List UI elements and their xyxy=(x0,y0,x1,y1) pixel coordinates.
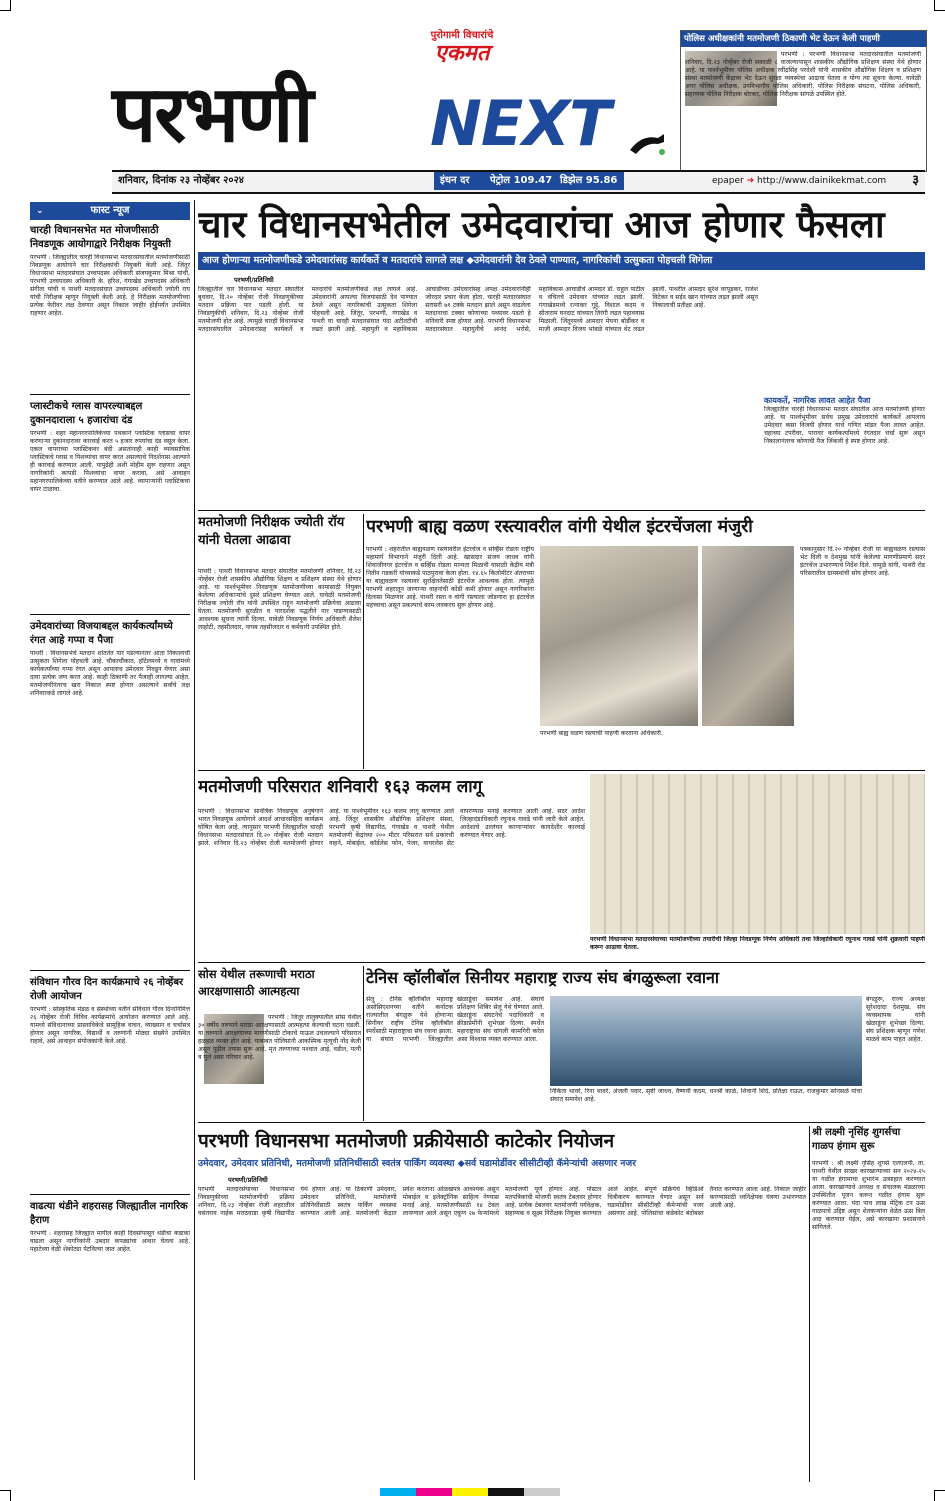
sidebar-item-title: वाढत्या थंडीने शहरासह जिल्ह्यातील नागरिक हैराण xyxy=(30,1201,188,1226)
interchange-story xyxy=(366,514,925,769)
page-number: ३ xyxy=(912,173,919,188)
divider xyxy=(30,970,190,971)
sidebar-item-body: परभणी : शहरासह जिल्ह्यात मागील काही दिवसांपासून थंडीचा कडाका वाढला असून नागरिकांनी उबदार कपड्यांचा आधार घेतला आहे. पहाटेच्या वेळी शेकोट्या पेटविल्या जात आहेत. xyxy=(30,1230,190,1253)
divider xyxy=(30,394,190,395)
divider xyxy=(198,510,925,511)
bottom-subhead: उमेदवार, उमेदवार प्रतिनिधी, मतमोजणी प्रतिनिधींसाठी स्वतंत्र पार्किंग व्यवस्था ◆सर्व घडामोडींवर सीसीटीव्ही कॅमेऱ्यांची असणार नजर xyxy=(198,1158,636,1169)
column-rule xyxy=(363,514,364,769)
crop-mark xyxy=(0,1490,11,1501)
sugar-story xyxy=(812,1126,925,1482)
fast-news-sidebar xyxy=(30,202,190,1482)
bottom-body: परभणी मतदारसंघाच्या विधानसभा निवडणुकीच्या मतमोजणीची प्रक्रिया शनिवार, दि.२३ नोव्हेंबर रोजी शहरातील वसंतराव नाईक मराठवाडा कृषी विद्यापीठ येथे होणार आहे. या ठिकाणी उमेदवार, उमेदवार प्रतिनिधी, मतमोजणी प्रतिनिधींसाठी स्वतंत्र पार्किंग व्यवस्था करण्यात आली आहे. मतमोजणी केंद्रात प्रवेश करताना ओळखपत्र आवश्यक असून मोबाईल व इलेक्ट्रॉनिक साहित्य नेण्यास मनाई आहे. मतमोजणीसाठी १४ टेबल लावण्यात आले असून एकूण २७ फेऱ्यांमध्ये मतमोजणी पूर्ण होणार आहे. पोस्टल मतपत्रिकांची मोजणी स्वतंत्र टेबलवर होणार आहे. प्रत्येक टेबलवर मतमोजणी पर्यवेक्षक, सहाय्यक व सूक्ष्म निरीक्षक नियुक्त करण्यात आले आहेत. संपूर्ण प्रक्रियेचे व्हिडिओ चित्रीकरण करण्यात येणार असून सर्व घडामोडींवर सीसीटीव्ही कॅमेऱ्यांची नजर असणार आहे. पोलिसांचा कडेकोट बंदोबस्त तैनात करण्यात आला आहे. निकाल जाहीर करण्यासाठी ध्वनिक्षेपक यंत्रणा उभारण्यात आली आहे. xyxy=(198,1186,806,1217)
sidebar-item-body: परभणी : जिल्ह्यातील चारही विधानसभा मतदारसंघातील मतमोजणीसाठी निवडणूक आयोगाने चार निरीक्षकांची नियुक्ती केली आहे. जिंतूर विधानसभा मतदारसंघात उच्चपदस्थ अधिकारी संजयकुमार मिश्रा यांची, परभणी उच्चपदस्थ अधिकारी के. हरिश, गंगाखेड उच्चपदस्थ अधिकारी संगीता यांची व पाथरी मतदारसंघात उच्चपदस्थ अधिकारी ज्योती राय यांची निरीक्षक म्हणून नियुक्ती केली आहे. हे निरीक्षक मतमोजणीच्या प्रत्येक फेरीवर लक्ष ठेवणार असून निकाल जाहीर होईपर्यंत उपस्थित राहणार आहेत. xyxy=(30,254,190,317)
sidebar-item-title: चारही विधानसभेत मत मोजणीसाठी निवडणूक आयोगाद्वारे निरीक्षक नियुक्ती xyxy=(30,225,171,250)
divider xyxy=(198,962,925,963)
crop-mark xyxy=(934,1490,945,1501)
sidebar-item-body: परभणी : शहर महानगरपालिकेच्या पथकाने प्लास्टिक ग्लासचा वापर करणाऱ्या दुकानदारावर कारवाई करत ५ हजार रुपयांचा दंड वसूल केला. एकल वापराच्या प्लास्टिकवर बंदी असतानाही काही व्यावसायिक प्लास्टिकचे ग्लास व पिशव्यांचा वापर करत असल्याचे निदर्शनास आल्याने ही कारवाई करण्यात आली. यापुढेही अशी मोहीम सुरू राहणार असून नागरिकांनी कापडी पिशव्यांचा वापर करावा, असे आवाहन महानगरपालिकेच्या वतीने करण्यात आले आहे. व्यापाऱ्यांनी प्लास्टिकचा वापर टाळावा. xyxy=(30,430,190,493)
top-right-title: पोलिस अधीक्षकांनी मतमोजणी ठिकाणी भेट देऊन केली पाहणी xyxy=(681,31,926,47)
section163-body: परभणी : विधानसभा सार्वत्रिक निवडणूक अनुषंगाने भारत निवडणूक आयोगाने आदर्श आचारसंहिता कार्यक्रम घोषित केला आहे. त्यानुसार परभणी जिल्ह्यातील चारही विधानसभा मतदारसंघात दि.२० नोव्हेंबर रोजी मतदान झाले. शनिवार दि.२३ नोव्हेंबर रोजी मतमोजणी होणार आहे. या पार्श्वभूमीवर १६३ कलम लागू करण्यात आले आहे. जिंतूर शासकीय औद्योगिक प्रशिक्षण संस्था, परभणी कृषी विद्यापीठ, गंगाखेड व पाथरी येथील मतमोजणी केंद्रांच्या २०० मीटर परिसरात सर्व प्रकारची वाहने, मोबाईल, कॉर्डलेस फोन, पेजर, वायरलेस सेट वापरण्यास मनाई करण्यात आली आहे. सदर आदेश जिल्हादंडाधिकारी रघुनाथ गावडे यांनी जारी केले आहेत. आदेशाचे उल्लंघन करणाऱ्यांवर कायदेशीर कारवाई करण्यात येणार आहे. xyxy=(198,808,585,847)
lead-byline: परभणी/प्रतिनिधी xyxy=(234,276,274,284)
tennis-body: सेलू : टेनिस व्हॉलीबॉल महाराष्ट्र असोसिएशनच्या वतीने कर्नाटक राज्यातील बंगळुरू येथे होणाऱ्या सिनीयर राष्ट्रीय टेनिस व्हॉलीबॉल स्पर्धेसाठी महाराष्ट्राचा संघ रवाना झाला. या संघात परभणी जिल्ह्यातील खेळाडूंचा समावेश आहे. संघाचे प्रशिक्षण शिबिर सेलू येथे घेण्यात आले. खेळाडूंना संघटनेचे पदाधिकारी व क्रीडाप्रेमींनी शुभेच्छा दिल्या. स्पर्धेत महाराष्ट्राचा संघ चांगली कामगिरी करेल असा विश्वास व्यक्त करण्यात आला. xyxy=(366,996,544,1043)
tennis-side: बंगळुरू, राज्य अध्यक्ष सुरेशदादा देशमुख, संघ व्यवस्थापक यांनी खेळाडूंना शुभेच्छा दिल्या. संघ प्रशिक्षक म्हणून गणेश माळवे काम पाहत आहेत. xyxy=(866,996,925,1043)
interchange-photo xyxy=(702,546,794,726)
maratha-story xyxy=(198,966,361,1121)
web-icon: ➜ xyxy=(746,176,755,186)
fast-news-label: फास्ट न्यूज xyxy=(90,205,130,216)
divider xyxy=(30,614,190,615)
diesel-rate: डिझेल 95.86 xyxy=(560,175,618,186)
sidebar-item-title: संविधान गौरव दिन कार्यक्रमाचे २६ नोव्हेंबर रोजी आयोजन xyxy=(30,977,184,1002)
divider xyxy=(198,770,925,771)
brand-name: एकमत xyxy=(434,41,490,66)
divider xyxy=(30,1194,190,1195)
lead-story xyxy=(198,200,925,510)
lead-body: जिल्ह्यातील चार विधानसभा मतदार संघातील बुधवार, दि.२० नोव्हेंबर रोजी निवडणुकीच्या मतदान प्रक्रिया पार पडली होती. या निवडणुकीची शनिवार, दि.२३ नोव्हेंबर रोजी मतमोजणी होत आहे. त्यामुळे चारही विधानसभा मतदारसंघातील उमेदवारांसह कार्यकर्ते व मतदारांचे मतमोजणीकडे लक्ष लागले आहे. उमेदवारांनी आपल्या विजयासाठी देव पाण्यात ठेवले असून नागरिकांची उत्सुकता शिगेला पोहचली आहे. जिंतूर, परभणी, गंगाखेड व पाथरी या चारही मतदारसंघात यंदा अटीतटीची लढत झाली आहे. महायुती व महाविकास आघाडीच्या उमेदवारांसह अपक्ष उमेदवारांनीही जोरदार प्रचार केला होता. चारही मतदारसंघात सरासरी ७१ टक्के मतदान झाले असून वाढलेला मतदानाचा टक्का कोणाच्या पथ्यावर पडतो हे शनिवारी स्पष्ट होणार आहे. परभणी विधानसभा मतदारसंघात महायुतीचे आनंद भरोसे, महाविकास आघाडीचे आमदार डॉ. राहुल पाटील व वंचितचे उमेदवार यांच्यात लढत झाली. गंगाखेडमध्ये रत्नाकर गुट्टे, विशाल कदम व सीताराम घनदाट यांच्यात तिरंगी लढत पहावयास मिळाली. जिंतूरमध्ये आमदार मेघना बोर्डीकर व माजी आमदार विजय भांबळे यांच्यात थेट लढत झाली. पाथरीत आमदार सुरेश वरपूडकर, राजेश विटेकर व सईद खान यांच्यात लढत झाली असून निकालाची प्रतीक्षा आहे. xyxy=(198,286,758,333)
top-right-body: परभणी : परभणी विधानसभा मतदारसंघातील मतमोजणी शनिवार, दि.२३ नोव्हेंबर रोजी सकाळी ८ वाजल्यापासून शासकीय औद्योगिक प्रशिक्षण संस्था येथे होणार आहे. या पार्श्वभूमीवर पोलिस अधीक्षक रवींद्रसिंह परदेशी यांनी शासकीय औद्योगिक शिक्षण व प्रशिक्षण संस्था मतमोजणी केंद्रावर भेट देऊन सुरक्षा व्यवस्थेचा आढावा घेतला व योग्य त्या सूचना केल्या. यावेळी अपर पोलिस अधीक्षक, उपविभागीय पोलिस अधिकारी, पोलिस निरीक्षक संघटना, पोलिस अधिकारी, सहाय्यक पोलिस निरीक्षक बोरकर, पोलिस निरीक्षक सांगळे उपस्थित होते. xyxy=(685,51,921,98)
epaper-link[interactable] xyxy=(712,175,886,188)
tennis-team-photo xyxy=(550,996,862,1086)
dateline-bar xyxy=(112,170,925,194)
sidebar-item-title: उमेदवारांच्या विजयाबद्दल कार्यकर्त्यांमध्ये रंगत आहे गप्पा व पैजा xyxy=(30,621,173,646)
website-url: http://www.dainikekmat.com xyxy=(757,176,887,186)
fast-news-header xyxy=(30,202,190,220)
dateline-date: शनिवार, दिनांक २३ नोव्हेंबर २०२४ xyxy=(118,175,244,186)
city-title: परभणी xyxy=(112,70,312,160)
sugar-headline: श्री लक्ष्मी नृसिंह शुगर्सचा गाळप हंगाम सुरू xyxy=(812,1127,901,1152)
petrol-rate: पेट्रोल 109.47 xyxy=(490,175,553,186)
column-rule xyxy=(363,966,364,1121)
color-registration-bar xyxy=(380,1488,560,1496)
next-logo xyxy=(430,87,640,160)
fuel-label: इंधन दर xyxy=(440,175,470,186)
bottom-headline: परभणी विधानसभा मतमोजणी प्रक्रीयेसाठी काटेकोर नियोजन xyxy=(198,1130,615,1152)
brand-tagline: पुरोगामी विचारांचे xyxy=(430,30,494,41)
maratha-headline: सोस येथील तरूणाची मराठा आरक्षणासाठी आत्महत्या xyxy=(198,967,315,998)
observer-story xyxy=(198,514,361,769)
lead-headline: चार विधानसभेतील उमेदवारांचा आज होणार फैसला xyxy=(198,203,885,246)
interchange-body-right: पत्रकानुसार दि.२० नोव्हेंबर रोजी या बाह्यवळण रस्त्यास भेट दिली व देशमुख यांनी केलेल्या मागणीप्रमाणे सदर इंटरचेंज उभारण्याचे निर्देश दिले. यामुळे वांगी, पाथरी रोड परिसरातील ग्रामस्थांची सोय होणार आहे. xyxy=(800,546,925,577)
bottom-story xyxy=(198,1126,806,1482)
crop-mark xyxy=(934,0,945,11)
column-rule xyxy=(194,200,195,1480)
chevron-down-icon: ⌄ xyxy=(36,206,44,216)
epaper-label: epaper xyxy=(712,176,744,186)
interchange-photo-caption: परभणी बाह्य वळण रस्त्याची पाहणी करताना अधिकारी. xyxy=(540,730,663,737)
crop-mark xyxy=(0,0,11,11)
next-label: NEXT xyxy=(430,87,611,160)
tennis-caption: निकिता थावरे, रिना थावरे, अंजली पवार, सृष्टी जाधव, वैष्णवी कदम, धनश्री काळे, शिवानी शिंदे, प्रतिक्षा राऊत, राजकुमार सोनसळे यांचा संघात समावेश आहे. xyxy=(550,1088,862,1103)
sidebar-item-body: परभणी : सांस्कृतिक मंडळ व संस्थांच्या वतीने संविधान गौरव दिनानिमित्त २६ नोव्हेंबर रोजी विविध कार्यक्रमांचे आयोजन करण्यात आले आहे. यामध्ये संविधानाच्या प्रास्ताविकेचे सामूहिक वाचन, व्याख्यान व चर्चासत्र होणार असून नागरिक, विद्यार्थी व तरुणांनी मोठ्या संख्येने उपस्थित राहावे, असे आवाहन संयोजकांनी केले आहे. xyxy=(30,1006,190,1045)
section163-photo xyxy=(590,774,925,934)
section163-headline: मतमोजणी परिसरात शनिवारी १६३ कलम लागू xyxy=(198,777,483,797)
interchange-photo xyxy=(540,546,698,726)
lead-subhead: आज होणाऱ्या मतमोजणीकडे उमेदवारांसह कार्यकर्ते व मतदारांचे लागले लक्ष ◆उमेदवारांनी देव ठेवले पाण्यात, नागरिकांची उत्सुकता पोहचली शिगेला xyxy=(198,252,925,270)
lead-box-body: जिल्ह्यातील चारही विधानसभा मतदार संघातील आज मतमोजणी होणार आहे. या पार्श्वभूमीवर सर्वच प्रमुख उमेदवारांचे कार्यकर्ते आपलाच उमेदवार कसा विजयी होणार याचे गणित मांडत पैजा लावत आहेत. चहाच्या टपरीवर, पारावर कार्यकर्त्यांमध्ये रंगतदार चर्चा सुरू असून निकालानंतरच कोणाची पैज जिंकली हे स्पष्ट होणार आहे. xyxy=(764,406,925,445)
tennis-headline: टेनिस व्हॉलीबॉल सिनीयर महाराष्ट्र राज्य संघ बंगळुरूला रवाना xyxy=(366,968,720,987)
interchange-body: परभणी : शहरातील बाह्यवळण रस्त्यावरील इंटरचेंज व सर्व्हिस रोडला राष्ट्रीय महामार्ग विभागाने मंजुरी दिली आहे. खासदार संजय जाधव यांनी शिवाजीनगर इंटरचेंज व सर्व्हिस रोडला मान्यता मिळावी यासाठी केंद्रीय मंत्री नितीन गडकरी यांच्याकडे पाठपुरावा केला होता. १४.६५ किलोमीटर अंतराच्या या बाह्यवळण रस्त्यावर सुरक्षिततेसाठी इंटरचेंज आवश्यक होता. त्यामुळे परभणी शहरातून जाणाऱ्या वाहनांची कोंडी कमी होणार असून नागरिकांना दिलासा मिळणार आहे. पाथरी रस्ता व वांगी रस्त्याला जोडणारा हा इंटरचेंज महत्त्वाचा असून प्रकल्पाचे काम लवकरच सुरू होणार आहे. xyxy=(366,546,534,609)
column-rule xyxy=(809,1126,810,1482)
interchange-headline: परभणी बाह्य वळण रस्त्यावरील वांगी येथील इंटरचेंजला मंजुरी xyxy=(366,517,753,537)
sugar-body: परभणी : श्री लक्ष्मी नृसिंह शुगर्स एलएलपी, ता. पाथरी येथील साखर कारखान्याच्या सन २०२४-२५ या गळीत हंगामाचा शुभारंभ उत्साहात करण्यात आला. कारखान्याचे अध्यक्ष व संचालक मंडळाच्या उपस्थितीत पूजन करून गळीत हंगाम सुरू करण्यात आला. यंदा पाच लाख मेट्रिक टन ऊस गाळपाचे उद्दिष्ट असून शेतकऱ्यांना वेळेत ऊस बिल अदा करण्यात येईल, असे कारखाना प्रशासनाने सांगितले. xyxy=(812,1160,925,1231)
observer-headline: मतमोजणी निरीक्षक ज्योती रॉय यांनी घेतला आढावा xyxy=(198,515,345,548)
top-right-news-box xyxy=(680,30,927,172)
maratha-body: परभणी : जिंतूर तालुक्यातील सोस येथील ३० वर्षीय तरुणाने मराठा आरक्षणासाठी आत्महत्या केल्याची घटना घडली. या तरुणाने आरक्षणाच्या मागणीसाठी टोकाचे पाऊल उचलल्याने परिसरात हळहळ व्यक्त होत आहे. याबाबत पोलिसांनी आकस्मिक मृत्यूची नोंद केली असून पुढील तपास सुरू आहे. मृत तरुणाच्या पश्चात आई, वडील, पत्नी व मुले असा परिवार आहे. xyxy=(198,1014,361,1061)
section163-story xyxy=(198,774,585,954)
fuel-pump-icon xyxy=(628,130,666,158)
tennis-story xyxy=(366,966,925,1121)
fuel-rate-box xyxy=(434,172,624,190)
observer-body: पाथरी : पाथरी विधानसभा मतदार संघातील मतमोजणी शनिवार, दि.२३ नोव्हेंबर रोजी शासकीय औद्योगिक शिक्षण व प्रशिक्षण संस्था येथे होणार आहे. या पार्श्वभूमीवर निवडणूक मतमोजणीच्या कामासाठी नियुक्त केलेल्या अधिकाऱ्यांचे दुसरे प्रशिक्षण घेण्यात आले. यावेळी मतमोजणी निरीक्षक ज्योती रॉय यांनी उपस्थित राहून मतमोजणी प्रक्रियेचा आढावा घेतला. मतमोजणी सुरळीत व पारदर्शक पद्धतीने पार पाडण्यासाठी आवश्यक सूचना त्यांनी दिल्या. यावेळी निवडणूक निर्णय अधिकारी शैलेश लाहोटी, तहसीलदार, नायब तहसीलदार व कर्मचारी उपस्थित होते. xyxy=(198,568,361,631)
brand-logo xyxy=(402,30,522,66)
lead-side-box xyxy=(764,286,925,508)
masthead xyxy=(112,30,678,160)
sidebar-item-title: प्लास्टीकचे ग्लास वापरल्याबद्दल दुकानदाराला ५ हजारांचा दंड xyxy=(30,401,143,426)
section163-caption: परभणी विधानसभा मतदारसंघाच्या मतमोजणीच्या तयारीची जिल्हा निवडणूक निर्णय अधिकारी तथा जिल्हाधिकारी रघुनाथ गावडे यांनी शुक्रवारी पाहणी करून आढावा घेतला. xyxy=(590,936,925,951)
divider xyxy=(198,1122,925,1123)
sidebar-item-body: पाथरी : विधानसभेचे मतदान शांततेत पार पडल्यानंतर आता निकालाची उत्सुकता शिगेला पोहचली आहे. चौकाचौकात, हॉटेलमध्ये व गावांमध्ये कार्यकर्त्यांच्या गप्पा रंगत असून आपलाच उमेदवार निवडून येणार असा दावा प्रत्येक जण करत आहे. काही ठिकाणी तर पैजाही लागल्या आहेत. मतमोजणीनंतरच खरा निकाल स्पष्ट होणार असल्याने सर्वांचे लक्ष शनिवारकडे लागले आहे. xyxy=(30,650,190,697)
lead-box-title: कायकर्ते, नागरिक लावत आहेत पैजा xyxy=(764,396,871,405)
bottom-byline: परभणी/प्रतिनिधी xyxy=(228,1176,268,1184)
